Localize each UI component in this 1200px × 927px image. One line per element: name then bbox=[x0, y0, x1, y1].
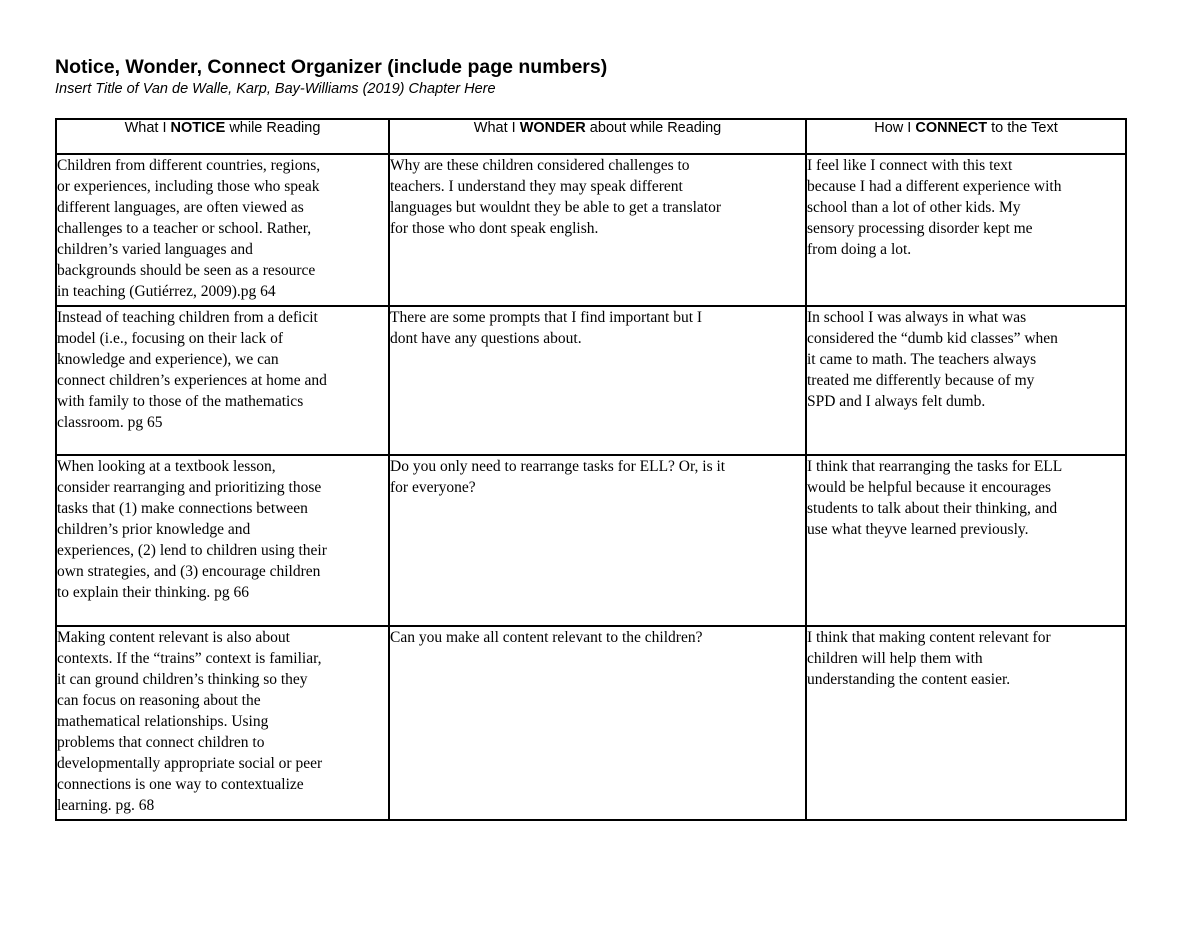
wonder-cell: Why are these children considered challenges to teachers. I understand they may speak different languages but wouldnt they be able to get a translator for those who dont speak english. bbox=[389, 154, 806, 306]
wonder-cell: Do you only need to rearrange tasks for ELL? Or, is it for everyone? bbox=[389, 455, 806, 626]
connect-cell: In school I was always in what was considered the “dumb kid classes” when it came to math. The teachers always treated me differently because of my SPD and I always felt dumb. bbox=[806, 306, 1126, 455]
table-row bbox=[56, 455, 1126, 626]
organizer-table bbox=[55, 118, 1127, 821]
table-header-row bbox=[56, 119, 1126, 154]
table-row bbox=[56, 626, 1126, 820]
header-wonder bbox=[389, 119, 806, 154]
header-connect-suffix: to the Text bbox=[987, 120, 1058, 136]
wonder-cell: There are some prompts that I find important but I dont have any questions about. bbox=[389, 306, 806, 455]
document-title: Notice, Wonder, Connect Organizer (include page numbers) bbox=[55, 56, 608, 78]
header-connect-prefix: How I bbox=[874, 120, 916, 136]
connect-cell: I think that rearranging the tasks for ELL would be helpful because it encourages students to talk about their thinking, and use what theyve learned previously. bbox=[806, 455, 1126, 626]
table-row bbox=[56, 154, 1126, 306]
table-row bbox=[56, 306, 1126, 455]
notice-cell: When looking at a textbook lesson, consider rearranging and prioritizing those tasks that (1) make connections between children’s prior knowledge and experiences, (2) lend to children using their own strategies, and (3) encourage children to explain their thinking. pg 66 bbox=[56, 455, 389, 626]
notice-cell: Making content relevant is also about contexts. If the “trains” context is familiar, it can ground children’s thinking so they can focus on reasoning about the mathematical relationships. Using problems that connect children to developmentally appropriate social or peer connections is one way to contextualize learning. pg. 68 bbox=[56, 626, 389, 820]
header-wonder-prefix: What I bbox=[473, 120, 520, 136]
header-wonder-suffix: about while Reading bbox=[585, 120, 722, 136]
notice-cell: Children from different countries, regions, or experiences, including those who speak different languages, are often viewed as challenges to a teacher or school. Rather, children’s varied languages and backgrounds should be seen as a resource in teaching (Gutiérrez, 2009).pg 64 bbox=[56, 154, 389, 306]
document-subtitle: Insert Title of Van de Walle, Karp, Bay-Williams (2019) Chapter Here bbox=[55, 81, 496, 97]
header-connect bbox=[806, 119, 1126, 154]
notice-cell: Instead of teaching children from a deficit model (i.e., focusing on their lack of knowledge and experience), we can connect children’s experiences at home and with family to those of the mathematics classroom. pg 65 bbox=[56, 306, 389, 455]
header-wonder-keyword: WONDER bbox=[519, 120, 586, 136]
header-notice bbox=[56, 119, 389, 154]
header-notice-keyword: NOTICE bbox=[170, 120, 226, 136]
header-notice-suffix: while Reading bbox=[225, 120, 321, 136]
header-notice-prefix: What I bbox=[124, 120, 171, 136]
wonder-cell: Can you make all content relevant to the children? bbox=[389, 626, 806, 820]
connect-cell: I feel like I connect with this text because I had a different experience with school than a lot of other kids. My sensory processing disorder kept me from doing a lot. bbox=[806, 154, 1126, 306]
connect-cell: I think that making content relevant for children will help them with understanding the content easier. bbox=[806, 626, 1126, 820]
header-connect-keyword: CONNECT bbox=[915, 120, 988, 136]
